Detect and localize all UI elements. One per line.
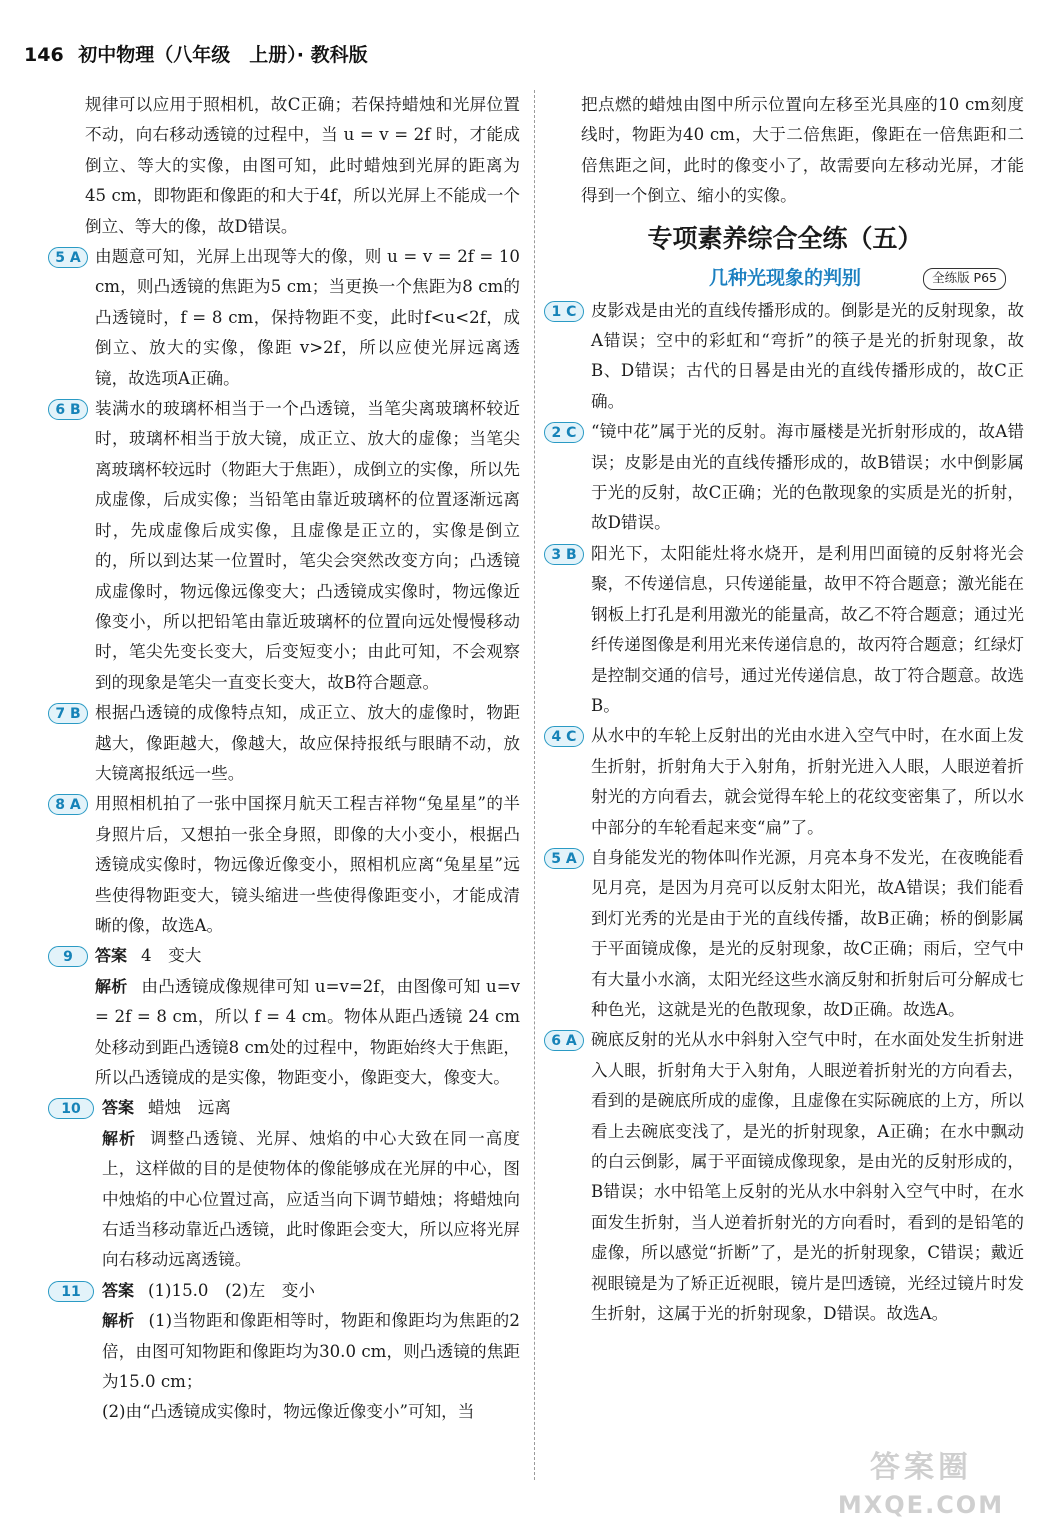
watermark-line-2: MXQE.COM — [837, 1491, 1005, 1519]
answer-item-7 — [50, 698, 520, 789]
watermark-logo — [816, 1448, 1026, 1528]
continued-answer: 规律可以应用于照相机，故C正确；若保持蜡烛和光屏位置不动，向右移动透镜的过程中，当 u = v = 2f 时，才能成倒立、等大的实像，由图可知，此时蜡烛到光屏的距离为45 cm，即物距和像距的和大于4f，所以光屏上不能成一个倒立、等大的像，故D错误。 — [85, 95, 520, 236]
answer-item-2 — [546, 417, 1024, 539]
page-header — [24, 40, 1028, 74]
answer-line — [102, 1276, 520, 1306]
analysis-label: 解析 — [102, 1128, 137, 1148]
answer-text: 根据凸透镜的成像特点知，成正立、放大的虚像时，物距越大，像距越大，像越大，故应保持报纸与眼睛不动，放大镜离报纸远一些。 — [95, 703, 520, 783]
answer-text: 装满水的玻璃杯相当于一个凸透镜，当笔尖离玻璃杯较近时，玻璃杯相当于放大镜，成正立、放大的虚像；当笔尖离玻璃杯较远时（物距大于焦距），成倒立的实像，所以先成虚像，后成实像；当铅笔由靠近玻璃杯的位置逐渐远离时，先成虚像后成实像，且虚像是正立的，实像是倒立的，所以到达某一位置时，笔尖会突然改变方向；凸透镜成虚像时，物远像远像变大；凸透镜成实像时，物远像近像变小，所以把铅笔由靠近玻璃杯的位置向远处慢慢移动时，笔尖先变长变大，后变短变小；由此可知，不会观察到的现象是笔尖一直变长变大，故B符合题意。 — [95, 399, 520, 692]
answer-text: 用照相机拍了一张中国探月航天工程吉祥物“兔星星”的半身照片后，又想拍一张全身照，即像的大小变小，根据凸透镜成实像时，物远像近像变小，照相机应离“兔星星”远些使得物距变大，镜头缩进一些使得像距变小，才能成清晰的像，故选A。 — [95, 794, 520, 935]
question-badge: 9 — [48, 946, 88, 967]
question-badge: 5 A — [48, 247, 88, 268]
answer-item-4 — [546, 721, 1024, 843]
answer-text: 自身能发光的物体叫作光源，月亮本身不发光，在夜晚能看见月亮，是因为月亮可以反射太阳光，故A错误；我们能看到灯光秀的光是由于光的直线传播，故B正确；桥的倒影属于平面镜成像，是光的反射现象，故C正确；雨后，空气中有大量小水滴，太阳光经这些水滴反射和折射后可分解成七种色光，这就是光的色散现象，故D正确。故选A。 — [591, 847, 1024, 1019]
answer-value: (1)15.0 (2)左 变小 — [148, 1280, 315, 1300]
question-badge: 11 — [48, 1281, 94, 1302]
answer-label: 答案 — [102, 1098, 135, 1118]
answer-text: 碗底反射的光从水中斜射入空气中时，在水面处发生折射进入人眼，折射角大于入射角，人眼逆着折射光的方向看去，看到的是碗底所成的虚像，且虚像在实际碗底的上方，所以看上去碗底变浅了，是光的折射现象，A正确；在水中飘动的白云倒影，属于平面镜成像现象，是由光的反射形成的，B错误；水中铅笔上反射的光从水中斜射入空气中时，在水面发生折射，当人逆着折射光的方向看时，看到的是铅笔的虚像，所以感觉“折断”了，是光的折射现象，C错误；戴近视眼镜是为了矫正近视眼，镜片是凹透镜，光经过镜片时发生折射，这属于光的折射现象，D错误。故选A。 — [591, 1030, 1024, 1324]
analysis-text: (1)当物距和像距相等时，物距和像距均为焦距的2倍，由图可知物距和像距均为30.0 cm，则凸透镜的焦距为15.0 cm； — [102, 1311, 520, 1392]
analysis-label: 解析 — [102, 1311, 135, 1331]
question-badge: 1 C — [544, 301, 584, 322]
right-column — [546, 90, 1024, 1329]
answer-label: 答案 — [102, 1280, 135, 1300]
question-badge: 8 A — [48, 794, 88, 815]
answer-text: 皮影戏是由光的直线传播形成的。倒影是光的反射现象，故A错误；空中的彩虹和“弯折”的筷子是光的折射现象，故B、D错误；古代的日晷是由光的直线传播形成的，故C正确。 — [591, 300, 1024, 411]
answer-line — [95, 941, 520, 971]
answer-item-5 — [546, 843, 1024, 1025]
answer-text: “镜中花”属于光的反射。海市蜃楼是光折射形成的，故A错误；皮影是由光的直线传播形成的，故B错误；水中倒影属于光的反射，故C正确；光的色散现象的实质是光的折射，故D错误。 — [591, 422, 1024, 533]
question-badge: 6 A — [544, 1030, 584, 1051]
column-divider — [534, 90, 535, 1480]
answer-item-3 — [546, 539, 1024, 721]
answer-text: 阳光下，太阳能灶将水烧开，是利用凹面镜的反射将光会聚，不传递信息，只传递能量，故甲不符合题意；激光能在钢板上打孔是利用激光的能量高，故乙不符合题意；通过光纤传递图像是利用光来传递信息的，故丙符合题意；红绿灯是控制交通的信号，通过光传递信息，故丁符合题意。故选B。 — [591, 543, 1024, 715]
analysis-label: 解析 — [95, 976, 128, 996]
answer-item-5 — [50, 242, 520, 394]
answer-item-8 — [50, 789, 520, 941]
answer-item-6 — [546, 1025, 1024, 1329]
answer-line — [102, 1093, 520, 1123]
analysis-text: 调整凸透镜、光屏、烛焰的中心大致在同一高度上，这样做的目的是使物体的像能够成在光屏的中心，图中烛焰的中心位置过高，应适当向下调节蜡烛；将蜡烛向右适当移动靠近凸透镜，此时像距会变大，所以应将光屏向右移动远离透镜。 — [102, 1128, 520, 1270]
answer-item-9 — [50, 941, 520, 1093]
page-number: 146 — [24, 44, 64, 66]
section-subtitle-row — [546, 260, 1024, 296]
practice-page-tag: 全练版 P65 — [923, 268, 1006, 290]
continued-analysis: 把点燃的蜡烛由图中所示位置向左移至光具座的10 cm刻度线时，物距为40 cm，大于二倍焦距，像距在一倍焦距和二倍焦距之间，此时的像变小了，故需要向左移动光屏，才能得到一个倒立、缩小的实像。 — [581, 95, 1024, 206]
question-badge: 4 C — [544, 726, 584, 747]
question-badge: 10 — [48, 1098, 94, 1119]
analysis-line — [102, 1306, 520, 1397]
question-badge: 6 B — [48, 399, 88, 420]
analysis-text-continued: (2)由“凸透镜成实像时，物远像近像变小”可知，当 — [102, 1402, 475, 1422]
answer-item-10 — [50, 1093, 520, 1275]
analysis-line — [95, 972, 520, 1094]
answer-label: 答案 — [95, 946, 128, 966]
section-title: 专项素养综合全练（五） — [647, 223, 923, 253]
analysis-line — [102, 1124, 520, 1276]
answer-item-1 — [546, 296, 1024, 418]
book-title: 初中物理（八年级 上册）· 教科版 — [78, 44, 368, 66]
answer-text: 由题意可知，光屏上出现等大的像，则 u = v = 2f = 10 cm，则凸透镜的焦距为5 cm；当更换一个焦距为8 cm的凸透镜时，f = 8 cm，保持物距不变，此时f<u<2f，成倒立、放大的实像，像距 v>2f，所以应使光屏远离透镜，故选项A正确。 — [95, 247, 520, 388]
analysis-text: 由凸透镜成像规律可知 u=v=2f，由图像可知 u=v = 2f = 8 cm，所以 f = 4 cm。物体从距凸透镜 24 cm处移动到距凸透镜8 cm处的过程中，物距始终大于焦距，所以凸透镜成的是实像，物距变小，像距变大，像变大。 — [95, 976, 520, 1087]
answer-item-11 — [50, 1276, 520, 1428]
answer-value: 蜡烛 远离 — [148, 1098, 231, 1118]
watermark-line-1: 答案圈 — [870, 1450, 972, 1485]
left-column — [50, 90, 520, 1428]
question-badge: 3 B — [544, 544, 584, 565]
answer-item-6 — [50, 394, 520, 698]
answer-text: 从水中的车轮上反射出的光由水进入空气中时，在水面上发生折射，折射角大于入射角，折射光进入人眼，人眼逆着折射光的方向看去，就会觉得车轮上的花纹变密集了，所以水中部分的车轮看起来变“扁”了。 — [591, 726, 1024, 837]
question-badge: 7 B — [48, 703, 88, 724]
answer-value: 4 变大 — [141, 946, 202, 966]
section-subtitle: 几种光现象的判别 — [708, 266, 861, 289]
question-badge: 2 C — [544, 422, 584, 443]
question-badge: 5 A — [544, 848, 584, 869]
